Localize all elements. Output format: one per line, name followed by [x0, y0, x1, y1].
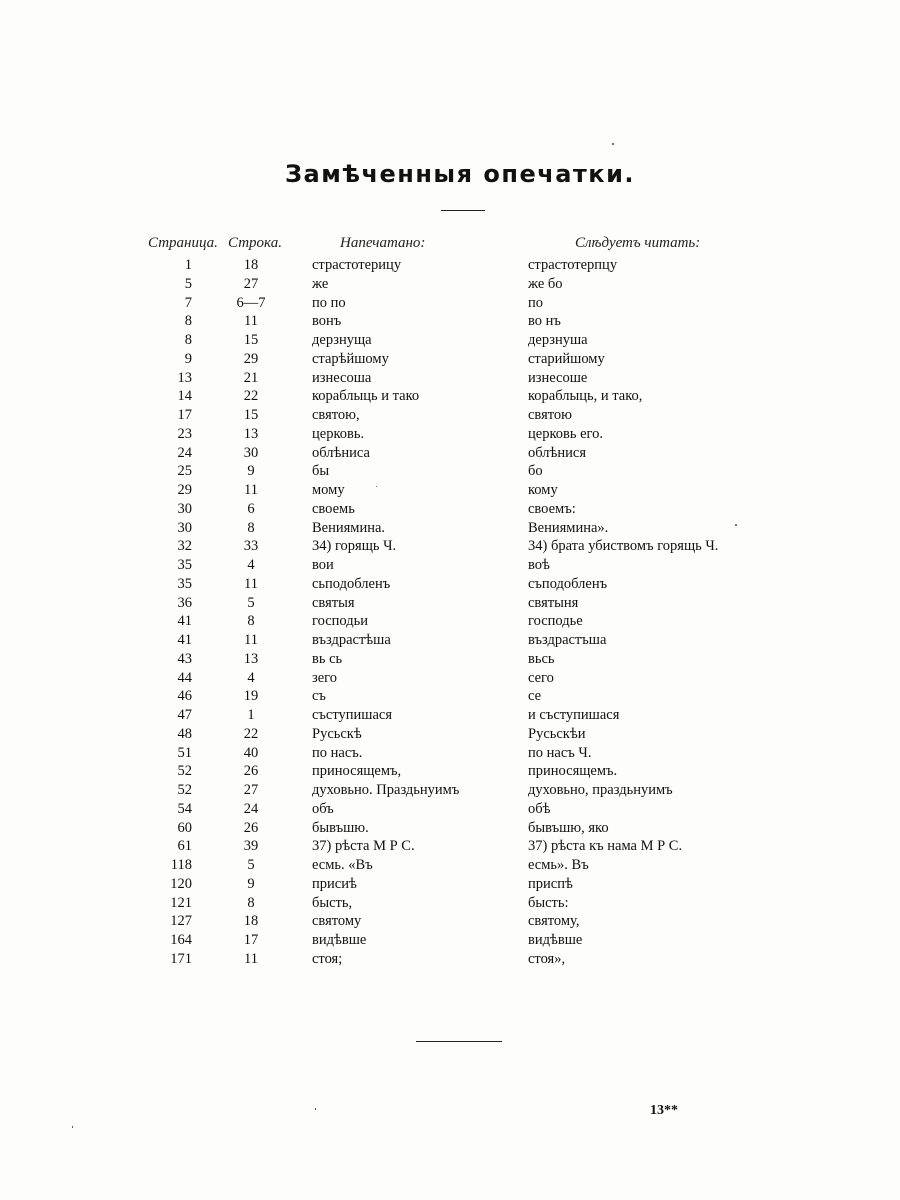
row-printed-text: своемь — [312, 500, 355, 517]
row-corrected-text: по — [528, 294, 544, 311]
row-corrected-text: страстотерпцу — [528, 257, 618, 273]
end-divider — [416, 1041, 502, 1042]
row-printed-text: святому — [312, 913, 362, 930]
row-printed-text: мому — [312, 482, 345, 498]
row-page-number: 120 — [170, 875, 192, 892]
row-printed-text: есмь. «Въ — [312, 857, 373, 873]
row-page-number: 171 — [170, 950, 192, 967]
row-line-number: 26 — [243, 763, 259, 780]
row-page-number: 29 — [177, 482, 192, 498]
errata-row — [0, 387, 900, 406]
errata-row — [0, 556, 900, 575]
row-corrected-text: приносящемъ. — [528, 763, 618, 780]
row-page-number: 13 — [177, 369, 192, 386]
row-page-number: 46 — [177, 688, 192, 705]
row-corrected-text: церковь его. — [528, 425, 603, 442]
row-page-number: 52 — [177, 782, 192, 798]
row-printed-text: бысть, — [312, 894, 353, 911]
row-line-number: 22 — [243, 388, 259, 405]
errata-row — [0, 631, 900, 650]
row-page-number: 164 — [170, 932, 192, 948]
page-title: Замѣченныя опечатки. — [284, 160, 636, 188]
row-printed-text: изнесоша — [312, 369, 372, 386]
row-corrected-text: господье — [528, 613, 583, 630]
row-line-number: 11 — [244, 482, 258, 498]
row-page-number: 9 — [184, 350, 192, 367]
row-corrected-text: бысть: — [528, 894, 569, 911]
row-printed-text: объ — [312, 800, 334, 817]
row-corrected-text: воѣ — [528, 557, 550, 573]
errata-row — [0, 800, 900, 819]
row-printed-text: 34) горящь Ч. — [312, 538, 397, 555]
row-line-number: 6 — [247, 500, 255, 517]
row-line-number: 24 — [243, 800, 259, 817]
row-line-number: 40 — [243, 744, 259, 761]
errata-row — [0, 837, 900, 856]
row-page-number: 121 — [170, 894, 192, 911]
row-line-number: 13 — [243, 650, 259, 667]
row-corrected-text: кому — [528, 482, 558, 498]
row-printed-text: вонъ — [312, 313, 342, 330]
row-printed-text: старѣйшому — [312, 350, 389, 367]
errata-row — [0, 425, 900, 444]
row-line-number: 33 — [243, 538, 259, 555]
row-page-number: 43 — [177, 650, 192, 667]
row-page-number: 5 — [184, 275, 192, 292]
row-printed-text: господьи — [312, 613, 368, 630]
row-line-number: 4 — [247, 557, 255, 573]
header-page: Страница. — [148, 235, 218, 251]
errata-row — [0, 762, 900, 781]
row-line-number: 11 — [244, 950, 258, 967]
row-corrected-text: съподобленъ — [528, 575, 608, 592]
row-line-number: 13 — [243, 425, 259, 442]
errata-row — [0, 312, 900, 331]
row-corrected-text: сего — [528, 669, 554, 686]
row-printed-text: кораблыць и тако — [312, 388, 420, 405]
row-printed-text: въздрастѣша — [312, 632, 391, 648]
row-line-number: 1 — [247, 707, 255, 723]
row-line-number: 39 — [243, 838, 259, 855]
row-corrected-text: стоя», — [528, 950, 566, 967]
row-page-number: 51 — [177, 744, 192, 761]
row-line-number: 11 — [244, 632, 258, 648]
row-page-number: 52 — [177, 763, 192, 780]
row-page-number: 32 — [177, 538, 192, 555]
row-line-number: 8 — [247, 519, 255, 536]
row-printed-text: присиѣ — [312, 875, 357, 892]
errata-row — [0, 669, 900, 688]
row-printed-text: 37) рѣста М Р С. — [312, 838, 415, 855]
row-line-number: 5 — [247, 594, 255, 611]
row-line-number: 15 — [243, 332, 259, 348]
row-line-number: 22 — [243, 725, 259, 742]
errata-table — [0, 256, 900, 969]
row-printed-text: Вениямина. — [312, 519, 386, 536]
errata-row — [0, 481, 900, 500]
row-printed-text: видѣвше — [312, 932, 367, 948]
errata-row — [0, 856, 900, 875]
row-page-number: 41 — [177, 632, 192, 648]
row-corrected-text: се — [528, 688, 542, 705]
row-corrected-text: бо — [528, 463, 543, 480]
errata-row — [0, 931, 900, 950]
row-printed-text: сьподобленъ — [312, 575, 391, 592]
row-corrected-text: облѣнися — [528, 444, 586, 461]
row-line-number: 9 — [247, 463, 255, 480]
errata-row — [0, 331, 900, 350]
errata-row — [0, 744, 900, 763]
row-corrected-text: въздрастъша — [528, 632, 607, 648]
row-corrected-text: святому, — [528, 913, 580, 930]
row-corrected-text: дерзнуша — [528, 332, 588, 348]
errata-row — [0, 819, 900, 838]
row-page-number: 7 — [184, 294, 192, 311]
row-page-number: 8 — [184, 332, 192, 348]
errata-row — [0, 912, 900, 931]
row-line-number: 19 — [243, 688, 259, 705]
row-page-number: 127 — [170, 913, 192, 930]
errata-row — [0, 612, 900, 631]
errata-row — [0, 294, 900, 313]
row-corrected-text: во нъ — [528, 313, 561, 330]
errata-row — [0, 444, 900, 463]
row-corrected-text: есмь». Въ — [528, 857, 589, 873]
row-corrected-text: же бо — [528, 275, 563, 292]
row-corrected-text: духовьно, праздьнуимъ — [528, 782, 673, 798]
row-page-number: 118 — [170, 857, 192, 873]
row-printed-text: бы — [312, 463, 330, 480]
row-printed-text: же — [312, 275, 329, 292]
row-page-number: 54 — [177, 800, 192, 817]
row-page-number: 47 — [177, 707, 192, 723]
row-printed-text: облѣниса — [312, 444, 370, 461]
row-corrected-text: вьсь — [528, 650, 555, 667]
row-line-number: 21 — [243, 369, 259, 386]
row-printed-text: зего — [312, 669, 337, 686]
errata-row — [0, 594, 900, 613]
header-line: Строка. — [228, 235, 282, 251]
errata-row — [0, 406, 900, 425]
row-corrected-text: видѣвше — [528, 932, 583, 948]
row-line-number: 8 — [247, 613, 255, 630]
row-printed-text: вои — [312, 557, 334, 573]
row-line-number: 15 — [243, 407, 259, 423]
row-line-number: 4 — [247, 669, 255, 686]
row-corrected-text: бывъшю, яко — [528, 819, 609, 836]
row-line-number: 26 — [243, 819, 259, 836]
row-line-number: 27 — [243, 275, 259, 292]
row-line-number: 17 — [243, 932, 259, 948]
row-page-number: 24 — [177, 444, 192, 461]
row-corrected-text: кораблыць, и тако, — [528, 388, 643, 405]
errata-row — [0, 950, 900, 969]
row-line-number: 27 — [243, 782, 259, 798]
row-page-number: 44 — [177, 669, 192, 686]
row-page-number: 23 — [177, 425, 192, 442]
errata-row — [0, 687, 900, 706]
row-line-number: 30 — [243, 444, 259, 461]
row-corrected-text: Русьскѣи — [528, 725, 586, 742]
row-printed-text: стоя; — [312, 950, 343, 967]
row-line-number: 29 — [243, 350, 259, 367]
row-line-number: 11 — [244, 313, 258, 330]
errata-row — [0, 275, 900, 294]
row-printed-text: церковь. — [312, 425, 365, 442]
row-printed-text: по насъ. — [312, 744, 363, 761]
errata-row — [0, 781, 900, 800]
print-speck — [735, 524, 737, 526]
row-line-number: 6—7 — [236, 294, 266, 311]
errata-row — [0, 650, 900, 669]
row-printed-text: святыя — [312, 594, 355, 611]
row-page-number: 30 — [177, 519, 192, 536]
row-line-number: 5 — [247, 857, 255, 873]
row-corrected-text: святою — [528, 407, 572, 423]
row-page-number: 60 — [177, 819, 192, 836]
row-printed-text: страстотерицу — [312, 257, 402, 273]
row-corrected-text: старийшому — [528, 350, 605, 367]
row-page-number: 30 — [177, 500, 192, 517]
title-divider — [441, 210, 485, 211]
row-printed-text: съступишася — [312, 707, 392, 723]
row-corrected-text: святыня — [528, 594, 579, 611]
row-printed-text: святою, — [312, 407, 360, 423]
print-speck — [315, 1108, 316, 1110]
row-page-number: 8 — [184, 313, 192, 330]
row-corrected-text: и съступишася — [528, 707, 620, 723]
row-printed-text: Русьскѣ — [312, 725, 362, 742]
row-corrected-text: обѣ — [528, 800, 551, 817]
row-line-number: 11 — [244, 575, 258, 592]
row-printed-text: дерзнуща — [312, 332, 372, 348]
row-printed-text: духовьно. Праздьнуимъ — [312, 782, 460, 798]
header-should-read: Слѣдуетъ читать: — [575, 235, 701, 251]
row-page-number: 25 — [177, 463, 192, 480]
row-printed-text: вь сь — [312, 650, 343, 667]
header-printed: Напечатано: — [340, 235, 426, 251]
row-printed-text: съ — [312, 688, 326, 705]
row-page-number: 61 — [177, 838, 192, 855]
row-corrected-text: приспѣ — [528, 875, 573, 892]
row-corrected-text: по насъ Ч. — [528, 744, 592, 761]
row-printed-text: приносящемъ, — [312, 763, 402, 780]
row-corrected-text: 34) брата убиствомъ горящь Ч. — [528, 538, 719, 555]
print-speck — [612, 143, 614, 145]
errata-row — [0, 875, 900, 894]
print-speck — [72, 1126, 73, 1128]
errata-row — [0, 369, 900, 388]
errata-row — [0, 725, 900, 744]
errata-row — [0, 706, 900, 725]
errata-row — [0, 894, 900, 913]
errata-row — [0, 500, 900, 519]
errata-row — [0, 537, 900, 556]
errata-row — [0, 350, 900, 369]
row-page-number: 17 — [177, 407, 192, 423]
errata-row — [0, 519, 900, 538]
errata-row — [0, 575, 900, 594]
row-line-number: 9 — [247, 875, 255, 892]
row-corrected-text: Вениямина». — [528, 519, 609, 536]
row-page-number: 48 — [177, 725, 192, 742]
errata-row — [0, 462, 900, 481]
row-corrected-text: 37) рѣста къ нама М Р С. — [528, 838, 683, 855]
row-line-number: 18 — [243, 913, 259, 930]
print-speck — [376, 486, 377, 487]
errata-row — [0, 256, 900, 275]
row-page-number: 41 — [177, 613, 192, 630]
row-line-number: 8 — [247, 894, 255, 911]
row-page-number: 36 — [177, 594, 192, 611]
row-corrected-text: изнесоше — [528, 369, 588, 386]
row-printed-text: бывъшю. — [312, 819, 369, 836]
row-printed-text: по по — [312, 294, 346, 311]
row-page-number: 14 — [177, 388, 192, 405]
row-line-number: 18 — [243, 257, 259, 273]
row-page-number: 35 — [177, 575, 192, 592]
row-corrected-text: своемъ: — [528, 500, 576, 517]
page-number: 13** — [650, 1103, 678, 1118]
row-page-number: 35 — [177, 557, 192, 573]
row-page-number: 1 — [184, 257, 192, 273]
